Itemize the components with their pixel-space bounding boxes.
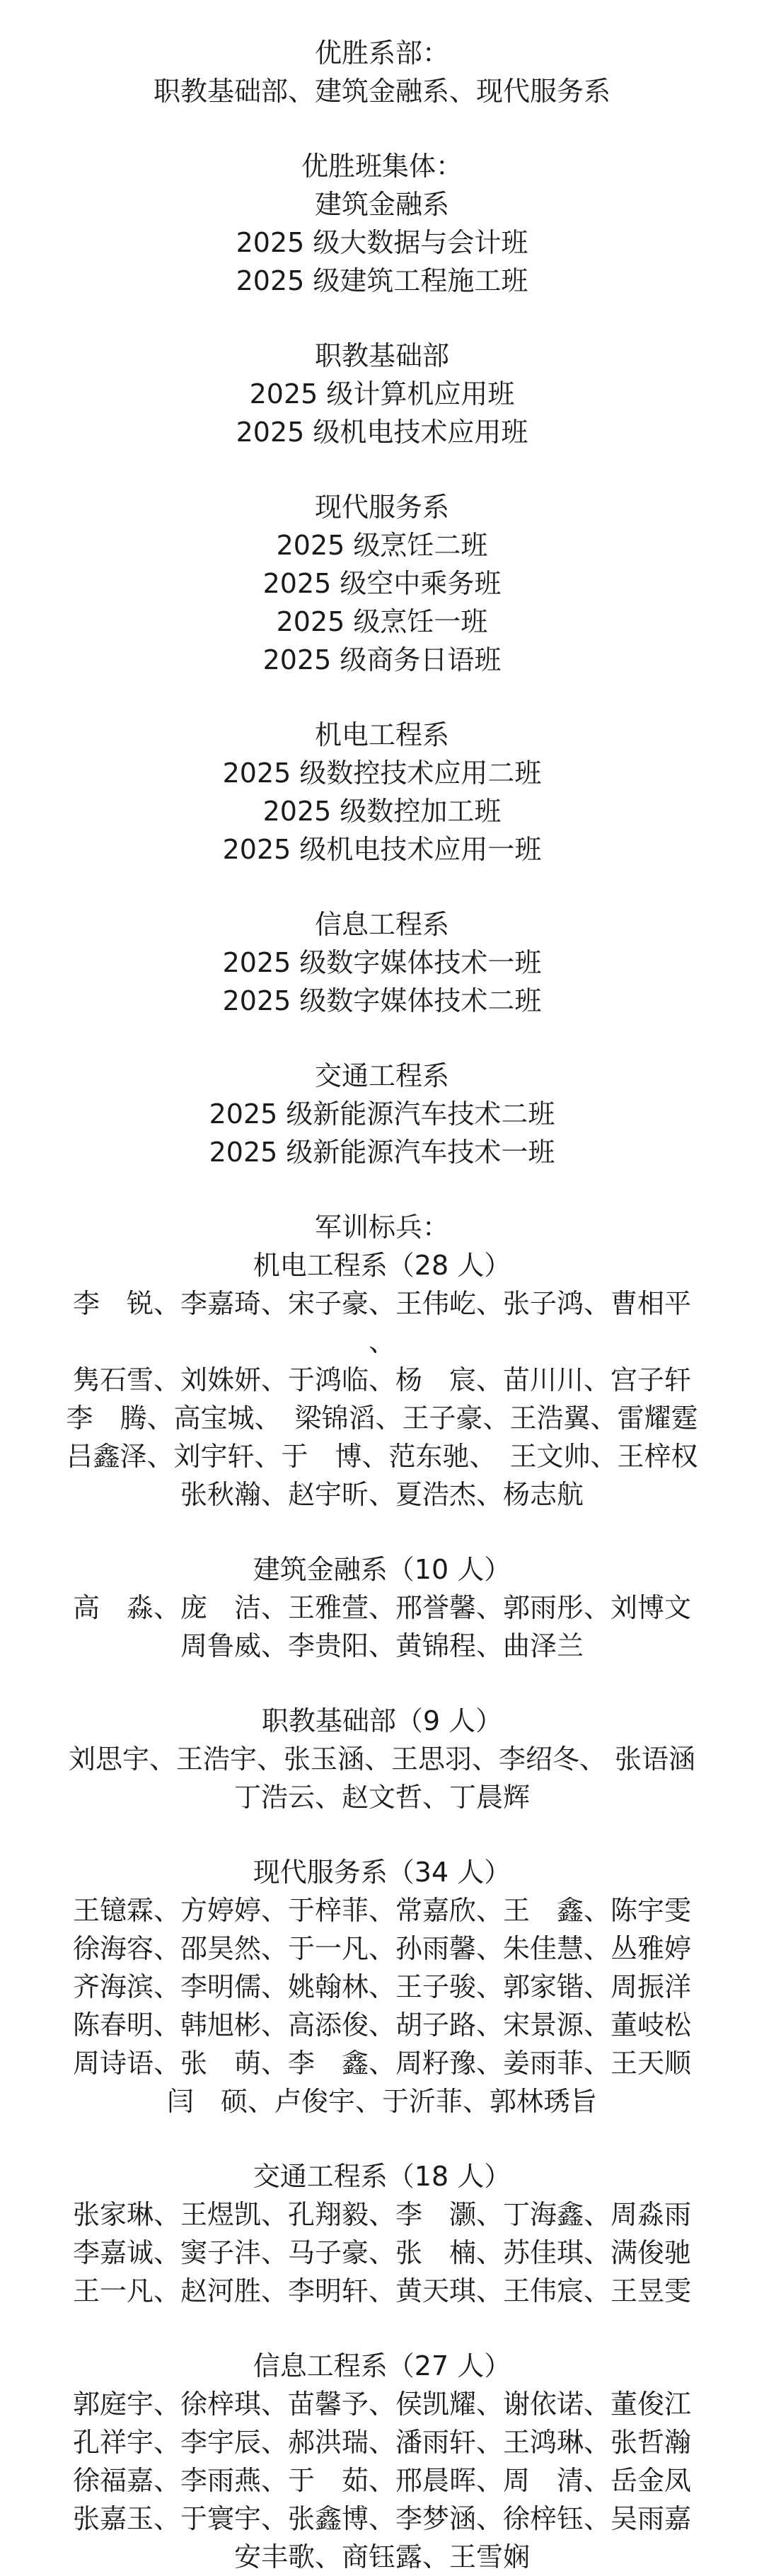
- section-line: 机电工程系（28 人）: [253, 1250, 511, 1281]
- section-model-soldiers-jidian: [0, 1208, 764, 1514]
- section-excellent-classes-zhijiao: [0, 337, 764, 451]
- section-excellent-classes-jianzhu: [0, 147, 764, 300]
- section-line: 2025 级计算机应用班: [249, 378, 515, 410]
- section-line: 2025 级空中乘务班: [262, 568, 502, 599]
- section-line: 刘思宇、王浩宇、张玉涵、王思羽、李绍冬、 张语涵: [68, 1744, 696, 1775]
- section-line: 张秋瀚、赵宇昕、夏浩杰、杨志航: [180, 1479, 584, 1510]
- section-line: 李 锐、李嘉琦、宋子豪、王伟屹、张子鸿、曹相平: [72, 1288, 691, 1319]
- section-excellent-classes-xinxi: [0, 905, 764, 1020]
- section-line: 徐海容、邵昊然、于一凡、孙雨馨、朱佳慧、丛雅婷: [72, 1933, 691, 1964]
- section-line: 2025 级烹饪二班: [276, 530, 488, 561]
- section-line: 2025 级烹饪一班: [276, 606, 488, 637]
- section-line: 李嘉诚、窦子沣、马子豪、张 楠、苏佳琪、满俊驰: [72, 2237, 691, 2268]
- section-heading: 交通工程系: [314, 1060, 449, 1091]
- section-line: 2025 级数控加工班: [262, 796, 502, 827]
- section-line: 周鲁威、李贵阳、黄锦程、曲泽兰: [180, 1630, 584, 1661]
- section-excellent-classes-jidian: [0, 716, 764, 869]
- section-excellent-departments: [0, 34, 764, 110]
- section-model-soldiers-xinxi: [0, 2347, 764, 2576]
- section-model-soldiers-zhijiao: [0, 1702, 764, 1816]
- section-line: 2025 级新能源汽车技术二班: [209, 1098, 555, 1130]
- section-line: 李 腾、高宝城、 梁锦滔、王子豪、王浩翼、雷耀霆: [66, 1403, 698, 1434]
- section-line: 2025 级商务日语班: [262, 644, 502, 675]
- section-line: 徐福嘉、李雨燕、于 茹、邢晨晖、周 清、岳金凤: [72, 2465, 691, 2496]
- section-model-soldiers-xiandai: [0, 1853, 764, 2120]
- section-heading: 信息工程系（27 人）: [253, 2350, 511, 2381]
- section-line: 周诗语、张 萌、李 鑫、周籽豫、姜雨菲、王天顺: [72, 2048, 691, 2079]
- section-line: 张家琳、王煜凯、孔翔毅、李 灏、丁海鑫、周淼雨: [72, 2199, 691, 2230]
- section-line: 孔祥宇、李宇辰、郝洪瑞、潘雨轩、王鸿琳、张哲瀚: [72, 2427, 691, 2458]
- section-heading: 交通工程系（18 人）: [253, 2161, 511, 2192]
- section-model-soldiers-jianzhu: [0, 1550, 764, 1665]
- section-line: 2025 级数字媒体技术一班: [222, 947, 542, 978]
- section-line: 2025 级数字媒体技术二班: [222, 985, 542, 1016]
- section-excellent-classes-xiandai: [0, 488, 764, 679]
- section-excellent-classes-jiaotong: [0, 1057, 764, 1171]
- section-heading: 现代服务系: [314, 492, 449, 523]
- section-line: 2025 级建筑工程施工班: [236, 265, 528, 296]
- section-line: 齐海滨、李明儒、姚翰林、王子骏、郭家锴、周振洋: [72, 1971, 691, 2002]
- section-line: 吕鑫泽、刘宇轩、于 博、范东驰、 王文帅、王梓权: [66, 1441, 698, 1472]
- section-line: 建筑金融系: [314, 189, 449, 220]
- section-line: 王镱霖、方婷婷、于梓菲、常嘉欣、王 鑫、陈宇雯: [72, 1895, 691, 1926]
- section-line: 张嘉玉、于寰宇、张鑫博、李梦涵、徐梓钰、吴雨嘉: [72, 2503, 691, 2534]
- section-line: 隽石雪、刘姝妍、于鸿临、杨 宸、苗川川、宫子轩: [72, 1364, 691, 1396]
- section-line: 郭庭宇、徐梓琪、苗馨予、侯凯耀、谢依诺、董俊江: [72, 2389, 691, 2420]
- section-heading: 现代服务系（34 人）: [253, 1857, 511, 1888]
- section-line: 2025 级数控技术应用二班: [222, 758, 542, 789]
- section-heading: 建筑金融系（10 人）: [253, 1554, 511, 1585]
- section-heading: 机电工程系: [314, 719, 449, 750]
- section-heading: 职教基础部（9 人）: [261, 1705, 503, 1736]
- section-line: 安丰歌、商钰露、王雪娴: [233, 2541, 530, 2572]
- section-line: 闫 硕、卢俊宇、于沂菲、郭林琇旨: [166, 2086, 597, 2117]
- section-heading: 优胜系部：: [314, 37, 449, 69]
- section-line: 2025 级大数据与会计班: [236, 227, 528, 258]
- section-line: 王一凡、赵河胜、李明轩、黄天琪、王伟宸、王昱雯: [72, 2275, 691, 2307]
- section-line: 2025 级新能源汽车技术一班: [209, 1137, 555, 1168]
- section-heading: 军训标兵：: [314, 1212, 449, 1243]
- section-line: 职教基础部、建筑金融系、现代服务系: [153, 76, 610, 107]
- section-line: 、: [368, 1326, 395, 1357]
- section-heading: 职教基础部: [314, 340, 449, 371]
- section-model-soldiers-jiaotong: [0, 2157, 764, 2310]
- section-line: 2025 级机电技术应用班: [236, 417, 528, 448]
- section-line: 2025 级机电技术应用一班: [222, 834, 542, 865]
- section-line: 高 淼、庞 洁、王雅萱、邢誉馨、郭雨彤、刘博文: [72, 1592, 691, 1623]
- section-line: 陈春明、韩旭彬、高添俊、胡子路、宋景源、董岐松: [72, 2009, 691, 2041]
- section-line: 丁浩云、赵文哲、丁晨辉: [233, 1782, 530, 1813]
- section-heading: 信息工程系: [314, 909, 449, 940]
- section-heading: 优胜班集体：: [301, 151, 463, 182]
